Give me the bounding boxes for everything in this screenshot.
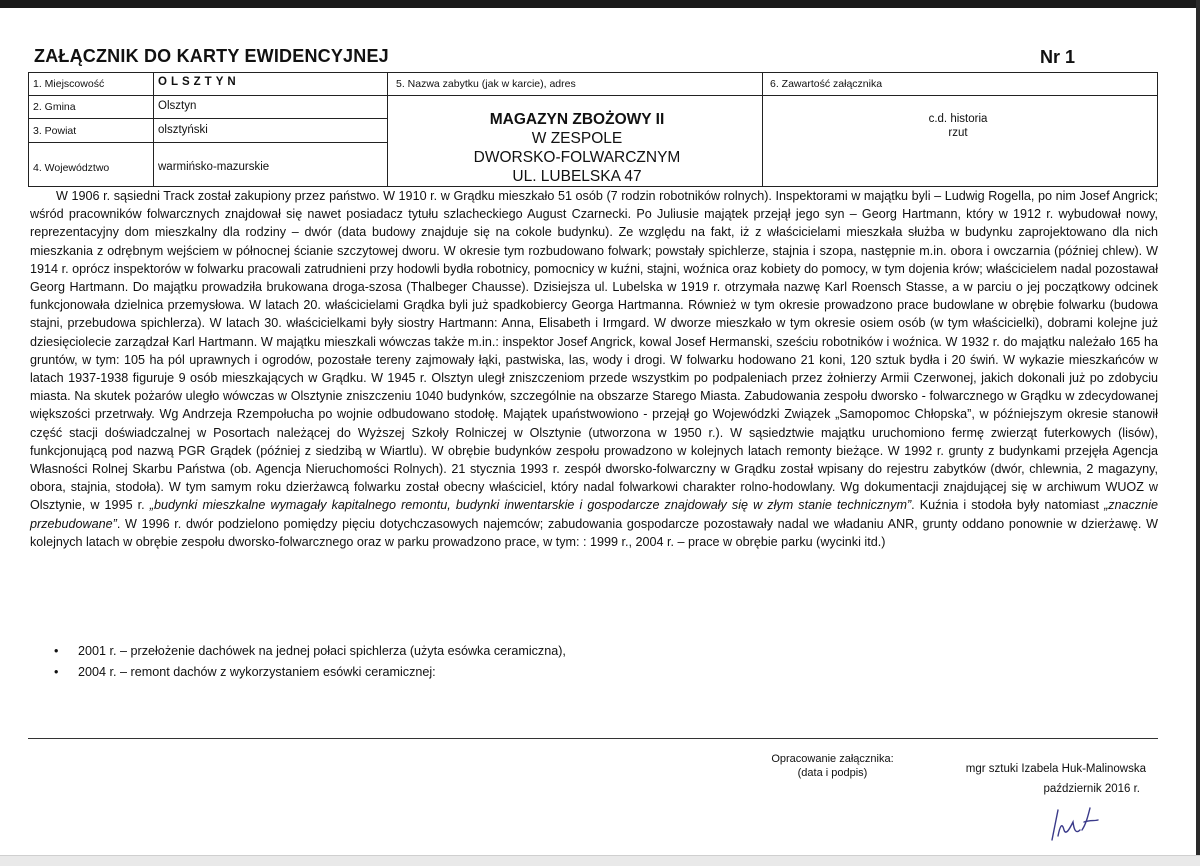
- contents-line-2: rzut: [948, 127, 968, 139]
- history-paragraph: [30, 187, 1158, 551]
- document-title: ZAŁĄCZNIK DO KARTY EWIDENCYJNEJ: [34, 46, 389, 66]
- prepared-label-line-2: (data i podpis): [797, 767, 868, 779]
- prepared-label-line-1: Opracowanie załącznika:: [771, 753, 894, 765]
- history-text: [30, 187, 1158, 551]
- history-part-2: . Kuźnia i stodoła były natomiast: [911, 498, 1099, 513]
- table-top-border: [28, 72, 1158, 73]
- label-value-divider: [153, 72, 154, 186]
- voivodeship-value: warmińsko-mazurskie: [158, 161, 270, 173]
- scan-edge-top: [0, 0, 1200, 8]
- column-divider-2: [762, 72, 763, 186]
- contents-label: 6. Zawartość załącznika: [770, 78, 883, 90]
- commune-value: Olsztyn: [158, 100, 197, 112]
- attachment-number: Nr 1: [1040, 47, 1076, 67]
- prepared-date: październik 2016 r.: [1043, 783, 1140, 795]
- list-item: [30, 662, 1130, 683]
- monument-line-3: DWORSKO-FOLWARCZNYM: [473, 149, 681, 166]
- commune-label: 2. Gmina: [33, 101, 76, 113]
- author-block: [900, 759, 1146, 799]
- list-item: [30, 641, 1130, 662]
- table-right-border: [1157, 72, 1158, 186]
- monument-name: [393, 110, 761, 186]
- history-part-1: W 1906 r. sąsiedni Track został zakupiony przez państwo. W 1910 r. w Grądku mieszkało 51 osób (7 rodzin robotników rolnych). Inspektorami w majątku byli – Ludwig Rogella, po nim Josef Angrick; wśród pracowników folwarcznych znajdował się nawet posiadacz tytułu szlacheckiego August Czarnecki. Po Juliusie majątek przejął jego syn – Georg Hartmann, który w 1912 r. wybudował nowy, reprezentacyjny dom mieszkalny dla rodziny – dwór (data budowy znajduje się na cokole budynku). Ze względu na fakt, iż z właścicielami mieszkała służba w budynku zaprojektowano dla nich mieszkania z odrębnym wejściem w północnej ścianie szczytowej dworu. W okresie tym rozbudowano folwark; powstały spichlerze, stajnia i szopa, następnie m.in. obora i owczarnia (później chlew). W 1914 r. oprócz inspektorów w folwarku pracowali zatrudnieni przy hodowli bydła robotnicy, pomocnicy w kuźni, stajni, woźnica oraz kobiety do pomocy, w tym dojenia krów; właścicielem nadal pozostawał Georg Hartmann. Do majątku prowadziła brukowana droga-szosa (Thalbeger Chausse). Dzisiejsza ul. Lubelska w 1919 r. otrzymała nazwę Karl Roensch Stasse, a w parciu o jej początkowy odcinek funkcjonowała dzielnica przemysłowa. W latach 20. właścicielami Grądka byli już spadkobiercy Georga Hartmanna. Również w tym okresie prowadzono prace budowlane w obrębie folwarku (budowa stajni, przebudowa spichlerza). W latach 30. właścicielkami były siostry Hartmann: Anna, Elisabeth i Irmgard. W dworze mieszkało w tym okresie osiem osób (w tym właścicielki), dobrami kolejne już dziesięciolecie zarządzał Karl Hartmann. W majątku mieszkali wówczas także m.in.: inspektor Josef Angrick, kowal Josef Hermanski, sześciu robotników i woźnica. W 1932 r. do majątku należało 165 ha gruntów, w tym: 105 ha pól uprawnych i ogrodów, pozostałe tereny zajmowały łąki, pastwiska, las, wody i drogi. W folwarku hodowano 21 koni, 120 sztuk bydła i 20 świń. W wykazie mieszkańców w latach 1937-1938 figuruje 9 osób mieszkających w Grądku. W 1945 r. Olsztyn uległ zniszczeniom przede wszystkim po podpaleniach przez żołnierzy Armii Czerwonej, jakich dokonali już po zdobyciu miasta. Na skutek pożarów uległo wówczas w Olsztynie zniszczeniu 1040 budynków, szczególnie na obszarze Starego Miasta. Zabudowania zespołu dworsko - folwarcznego w Grądku w zdecydowanej większości przetrwały. Wg Andrzeja Rzempołucha po wojnie odbudowano stodołę. Majątek upaństwowiono - przejął go Wojewódzki Związek „Samopomoc Chłopska”, w późniejszym okresie stanowił część stacji doświadczalnej w Posortach należącej do Wyższej Szkoły Rolniczej w Olsztynie (utworzona w 1950 r.). W sąsiedztwie majątku uruchomiono fermę zwierząt futerkowych (lisów), funkcjonującą pod nazwą PGR Grądek (później z siedzibą w Wiartlu). W obrębie budynków zespołu prowadzono w kolejnych latach remonty bieżące. W 1992 r. grunty z budynkami przejęła Agencja Własności Rolnej Skarbu Państwa (ob. Agencja Nieruchomości Rolnych). 21 stycznia 1993 r. zespół dworsko-folwarczny w Grądku został wpisany do rejestru zabytków (dwór, chlewnia, 2 magazyny, obora, stajnia, stodoła). W tym samym roku dzierżawcą folwarku został obecny właściciel, który nadal folwarkowi charakter rolno-hodowlany. Wg dokumentacji znajdującej się w archiwum WUOZ w Olsztynie, w 1995 r.: [30, 189, 1158, 513]
- scan-edge-bottom: [0, 855, 1200, 866]
- bullet-icon: •: [54, 665, 59, 679]
- row-divider-2: [28, 142, 387, 143]
- monument-label: 5. Nazwa zabytku (jak w karcie), adres: [396, 78, 576, 90]
- list-item-text: 2001 r. – przełożenie dachówek na jednej połaci spichlerza (użyta esówka ceramiczna),: [78, 644, 566, 658]
- row-divider-1: [28, 118, 387, 119]
- footer-divider: [28, 738, 1158, 739]
- table-header-divider: [28, 95, 1158, 96]
- history-quote-2: „znacznie przebudowane”: [30, 498, 1158, 531]
- district-label: 3. Powiat: [33, 125, 77, 137]
- works-list: [30, 641, 1130, 683]
- history-quote-1: „budynki mieszkalne wymagały kapitalnego remontu, budynki inwentarskie i gospodarcze znajdowały się w złym stanie technicznym”: [149, 498, 912, 513]
- scan-edge-right: [1196, 0, 1200, 866]
- column-divider-1: [387, 72, 388, 186]
- monument-line-1: MAGAZYN ZBOŻOWY II: [489, 111, 665, 128]
- history-part-3: . W 1996 r. dwór podzielono pomiędzy pięciu dotychczasowych najemców; zabudowania gospodarcze pozostawały nadal we władaniu ANR, grunty oddano ponownie w dzierżawę. W kolejnych latach w obrębie zespołu dworsko-folwarcznego oraz w parku prowadzono prace, w tym: : 1999 r., 2004 r. – prace w obrębie parku (wycinki itd.): [30, 516, 1158, 549]
- author-name: mgr sztuki Izabela Huk-Malinowska: [965, 763, 1146, 775]
- prepared-label: [765, 752, 900, 780]
- contents-line-1: c.d. historia: [928, 113, 988, 125]
- contents-list: [768, 112, 1148, 140]
- district-value: olsztyński: [158, 124, 208, 136]
- table-left-border: [28, 72, 29, 186]
- locality-label: 1. Miejscowość: [33, 78, 105, 90]
- list-item-text: 2004 r. – remont dachów z wykorzystaniem esówki ceramicznej:: [78, 665, 436, 679]
- locality-value: OLSZTYN: [158, 76, 240, 88]
- handwritten-signature: [1046, 800, 1116, 845]
- voivodeship-label: 4. Województwo: [33, 162, 110, 174]
- monument-line-2: W ZESPOLE: [531, 130, 623, 147]
- monument-line-4: UL. LUBELSKA 47: [512, 168, 642, 185]
- bullet-icon: •: [54, 644, 59, 658]
